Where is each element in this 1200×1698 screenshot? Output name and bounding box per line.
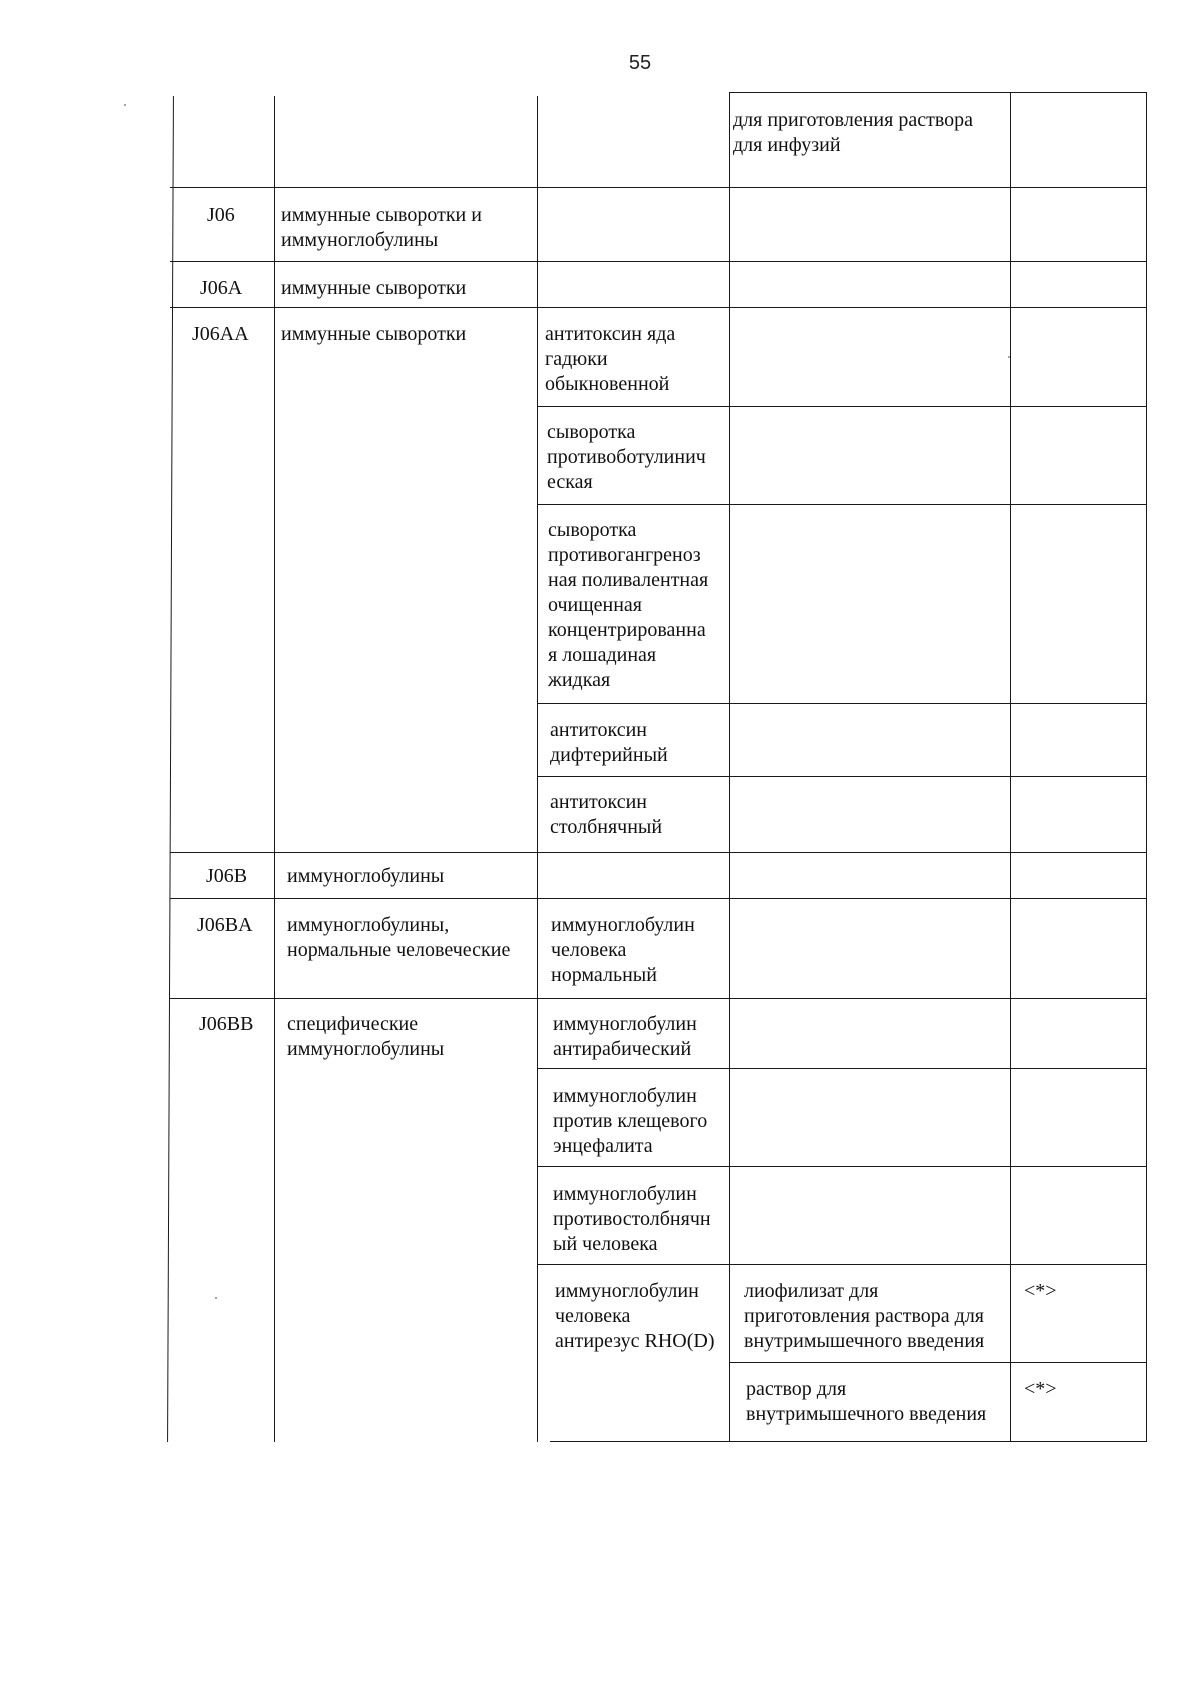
col-line-left (167, 96, 174, 1442)
scan-speck (1008, 356, 1010, 358)
row-line (170, 261, 1147, 262)
note-cell: <*> (1024, 1378, 1057, 1400)
group-name-cell: иммунные сыворотки и иммуноглобулины (281, 204, 482, 251)
group-name-cell: специфические иммуноглобулины (287, 1013, 445, 1060)
scan-speck (124, 104, 126, 106)
form-cell: для приготовления раствора для инфузий (733, 109, 973, 156)
drug-name-cell: иммуноглобулин против клещевого энцефалита (553, 1085, 708, 1157)
col-line-group-drug (537, 96, 538, 1442)
row-line-top (729, 92, 1147, 93)
subrow-line (537, 406, 1147, 407)
subrow-line (729, 1362, 1147, 1363)
atc-code-cell: J06BB (199, 1013, 254, 1035)
drug-name-cell: иммуноглобулин человека нормальный (551, 914, 695, 986)
row-line (170, 852, 1147, 853)
form-cell: лиофилизат для приготовления раствора для внутримышечного введения (744, 1280, 985, 1352)
form-cell: раствор для внутримышечного введения (746, 1378, 987, 1425)
col-line-drug-form (729, 92, 730, 1442)
atc-code-cell: J06A (200, 277, 243, 299)
subrow-line (537, 504, 1147, 505)
atc-code-cell: J06 (207, 204, 235, 226)
col-line-right (1146, 92, 1147, 1442)
drug-name-cell: иммуноглобулин антирабический (553, 1013, 697, 1060)
row-line (170, 898, 1147, 899)
row-line (170, 307, 1147, 308)
subrow-line (537, 1166, 1147, 1167)
drug-name-cell: иммуноглобулин человека антирезус RHO(D) (555, 1280, 715, 1352)
drug-name-cell: иммуноглобулин противостолбнячн ый человека (553, 1183, 711, 1255)
group-name-cell: иммунные сыворотки (281, 277, 467, 299)
group-name-cell: иммуноглобулины, нормальные человеческие (287, 914, 511, 961)
row-line (170, 998, 1147, 999)
scan-speck (215, 1297, 217, 1299)
drug-name-cell: антитоксин яда гадюки обыкновенной (545, 323, 676, 395)
row-line-bottom (550, 1441, 1147, 1442)
row-line (170, 187, 1147, 188)
col-line-form-note (1010, 92, 1011, 1442)
atc-code-cell: J06AA (192, 323, 249, 345)
subrow-line (537, 1264, 1147, 1265)
drug-name-cell: антитоксин дифтерийный (550, 719, 668, 766)
col-line-code-group (274, 96, 275, 1442)
drug-name-cell: сыворотка противоботулинич еская (547, 421, 706, 493)
subrow-line (537, 1068, 1147, 1069)
group-name-cell: иммунные сыворотки (281, 323, 467, 345)
drug-name-cell: сыворотка противогангреноз ная поливалентная очищенная концентрированна я лошадиная жидкая (548, 519, 709, 691)
note-cell: <*> (1024, 1280, 1057, 1302)
atc-code-cell: J06BA (197, 914, 253, 936)
subrow-line (537, 776, 1147, 777)
subrow-line (537, 703, 1147, 704)
page-number: 55 (628, 52, 652, 74)
group-name-cell: иммуноглобулины (287, 865, 445, 887)
drug-name-cell: антитоксин столбнячный (550, 791, 663, 838)
atc-code-cell: J06B (206, 865, 248, 887)
